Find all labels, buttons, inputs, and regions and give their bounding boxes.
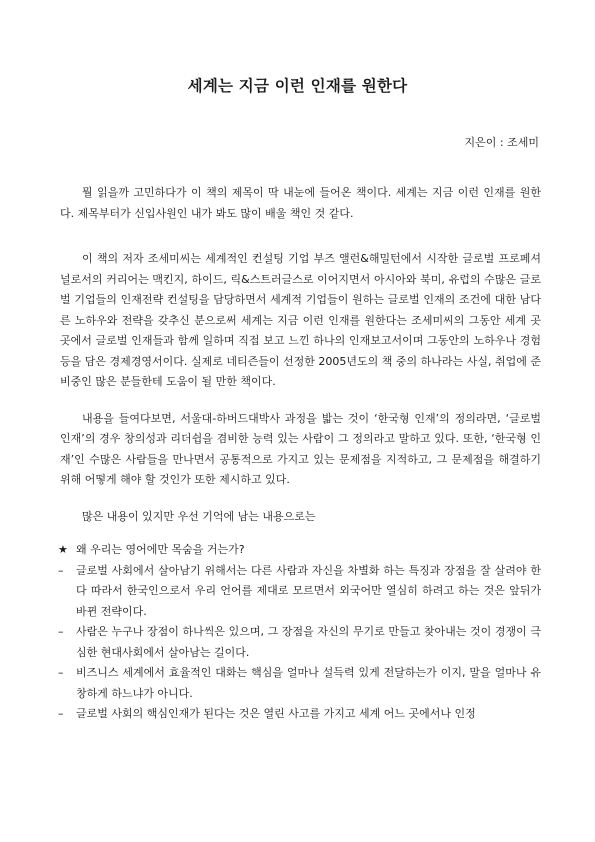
paragraph-list-intro: 많은 내용이 있지만 우선 기억에 남는 내용으로는 xyxy=(82,509,316,523)
list-item xyxy=(60,622,541,663)
paragraph-spacer xyxy=(60,224,541,249)
document-body xyxy=(60,183,541,725)
list-item xyxy=(60,561,541,623)
list-heading-text: 왜 우리는 영어에만 목숨을 거는가? xyxy=(76,543,245,556)
dash-bullet-icon: – xyxy=(58,563,64,577)
author-line: 지은이 : 조세미 xyxy=(464,136,539,149)
dash-bullet-icon: – xyxy=(58,666,64,679)
list-item xyxy=(60,663,541,704)
paragraph-author-bio: 이 책의 저자 조세미씨는 세계적인 컨설팅 기업 부즈 앨런&해밀턴에서 시작한 글로벌 프로페셔널로서의 커리어는 맥킨지, 하이드, 릭&스트러글스로 이어지면서 아시아와 북미, 유럽의 수많은 글로벌 기업들의 인재전략 컨설팅을 담당하면서 세계적 기업들이 원하는 글로벌 인재의 조건에 대한 남다른 노하우와 전략을 갖추신 분으로써 세계는 지금 이런 인재를 원한다는 조세미씨의 그동안 세계 곳곳에서 글로벌 인재들과 함께 일하며 직접 보고 느낀 하나의 인재보고서이며 그동안의 노하우나 경험 등을 담은 경제경영서이다. 실제로 네티즌들이 선정한 2005년도의 책 중의 하나라는 사실, 취업에 준비중인 많은 분들한테 도움이 될 만한 책이다. xyxy=(60,252,541,388)
list-heading xyxy=(60,540,541,561)
star-icon: ★ xyxy=(58,543,68,556)
paragraph-spacer xyxy=(60,393,541,409)
key-points-list xyxy=(60,540,541,725)
paragraph-intro: 뭘 읽을까 고민하다가 이 책의 제목이 딱 내눈에 들어온 책이다. 세계는 지금 이런 인재를 원한다. 제목부터가 신입사원인 내가 봐도 많이 배울 책인 것 같다. xyxy=(60,186,541,220)
list-item-text: 사람은 누구나 장점이 하나씩은 있으며, 그 장점을 자신의 무기로 만들고 찾아내는 것이 경쟁이 극심한 현대사회에서 살아남는 길이다. xyxy=(76,625,541,659)
list-item xyxy=(60,704,541,725)
document-title: 세계는 지금 이런 인재를 원한다 xyxy=(187,77,408,95)
paragraph-content-summary: 내용을 들여다보면, 서울대-하버드대박사 과정을 밟는 것이 ‘한국형 인재’의 정의라면, ‘글로벌 인재’의 경우 창의성과 리더쉽을 겸비한 능력 있는 사람이 그 정의라고 말하고 있다. 또한, ‘한국형 인재’인 수많은 사람들을 만나면서 공통적으로 가지고 있는 문제점을 지적하고, 그 문제점을 해결하기 위해 어떻게 해야 할 것인가 또한 제시하고 있다. xyxy=(60,411,541,486)
paragraph-spacer xyxy=(60,491,541,507)
list-item-text: 비즈니스 세계에서 효율적인 대화는 핵심을 얼마나 설득력 있게 전달하는가 이지, 말을 얼마나 유창하게 하느냐가 아니다. xyxy=(76,666,541,700)
list-item-text: 글로벌 사회의 핵심인재가 된다는 것은 열린 사고를 가지고 세계 어느 곳에서나 인정 xyxy=(76,707,476,720)
dash-bullet-icon: – xyxy=(58,625,64,638)
paragraph-spacer xyxy=(60,527,541,540)
dash-bullet-icon: – xyxy=(58,707,64,720)
list-item-text: 글로벌 사회에서 살아남기 위해서는 다른 사람과 자신을 차별화 하는 특징과 장점을 잘 살려야 한다 따라서 한국인으로서 우리 언어를 제대로 모르면서 외국어만 열심히 하려고 하는 것은 앞뒤가 바뀐 전략이다. xyxy=(76,563,541,618)
